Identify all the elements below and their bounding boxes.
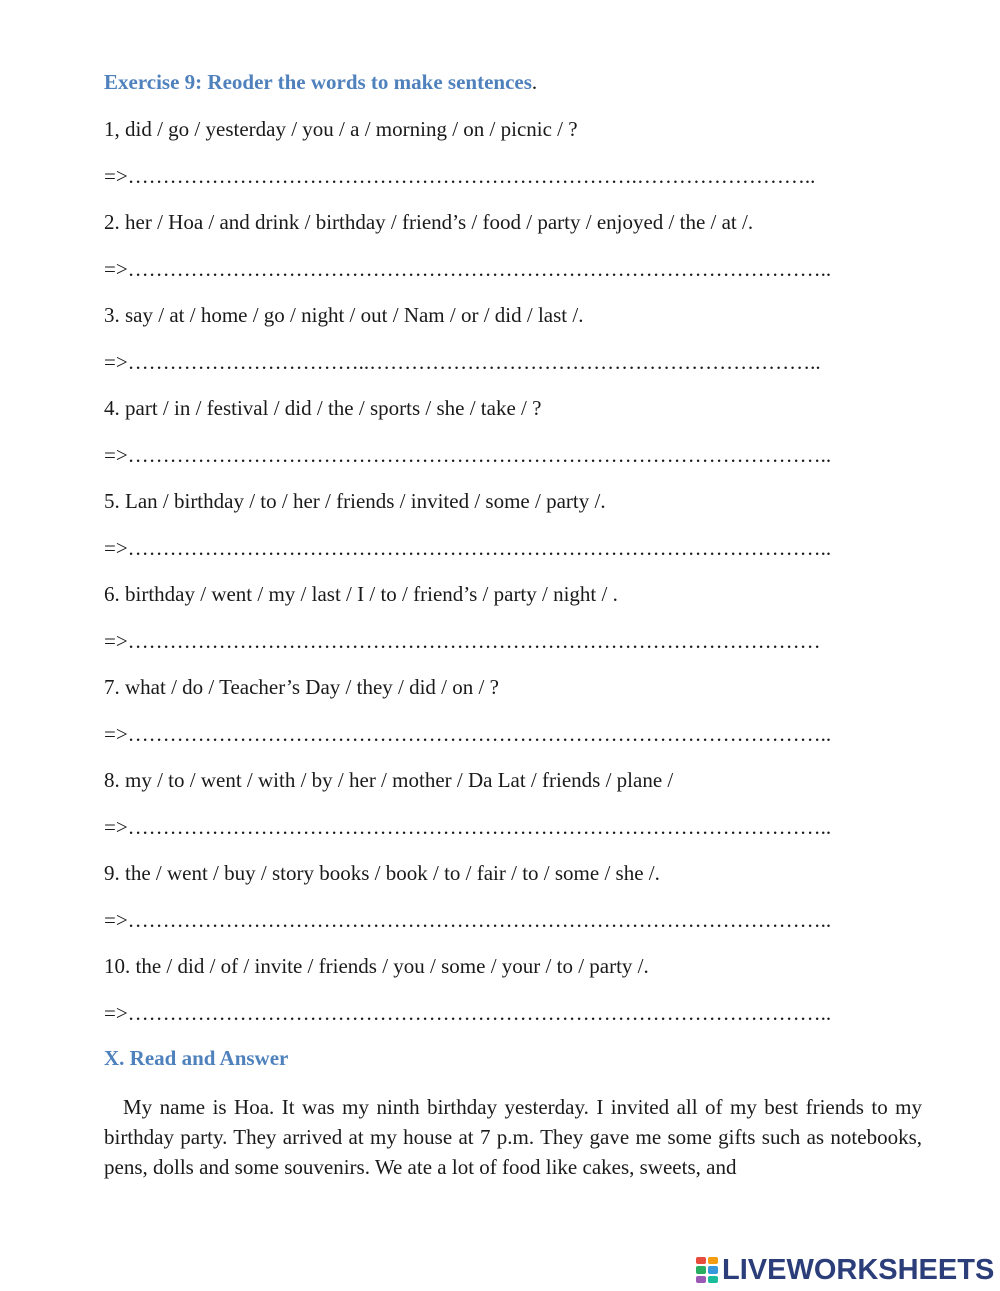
exercise-prompt-1: 1, did / go / yesterday / you / a / morning / on / picnic / ? xyxy=(104,117,578,141)
answer-line-4[interactable]: =>……………………………………………………………………………………….. xyxy=(104,443,832,467)
reading-title: X. Read and Answer xyxy=(104,1046,289,1070)
answer-line-10[interactable]: =>……………………………………………………………………………………….. xyxy=(104,1001,832,1025)
exercise-prompt-8: 8. my / to / went / with / by / her / mother / Da Lat / friends / plane / xyxy=(104,768,674,792)
exercise-prompt-7: 7. what / do / Teacher’s Day / they / did / on / ? xyxy=(104,675,499,699)
liveworksheets-logo-icon xyxy=(696,1257,718,1283)
answer-line-5[interactable]: =>……………………………………………………………………………………….. xyxy=(104,536,832,560)
answer-line-1[interactable]: =>……………………………………………………………….…………………….. xyxy=(104,164,816,188)
answer-line-6[interactable]: =>……………………………………………………………………………………… xyxy=(104,629,821,653)
exercise-title xyxy=(104,70,537,95)
exercise-title-text: Exercise 9: Reoder the words to make sentences xyxy=(104,70,532,94)
exercise-prompt-5: 5. Lan / birthday / to / her / friends / invited / some / party /. xyxy=(104,489,606,513)
answer-line-8[interactable]: =>……………………………………………………………………………………….. xyxy=(104,815,832,839)
exercise-prompt-6: 6. birthday / went / my / last / I / to / friend’s / party / night / . xyxy=(104,582,618,606)
exercise-prompt-4: 4. part / in / festival / did / the / sports / she / take / ? xyxy=(104,396,542,420)
exercise-prompt-10: 10. the / did / of / invite / friends / you / some / your / to / party /. xyxy=(104,954,649,978)
answer-line-3[interactable]: =>……………………………..……………………………………………………….. xyxy=(104,350,821,374)
exercise-prompt-9: 9. the / went / buy / story books / book / to / fair / to / some / she /. xyxy=(104,861,660,885)
exercise-prompt-3: 3. say / at / home / go / night / out / Nam / or / did / last /. xyxy=(104,303,584,327)
answer-line-7[interactable]: =>……………………………………………………………………………………….. xyxy=(104,722,832,746)
liveworksheets-logo-text: LIVEWORKSHEETS xyxy=(722,1253,995,1286)
answer-line-9[interactable]: =>……………………………………………………………………………………….. xyxy=(104,908,832,932)
answer-line-2[interactable]: =>……………………………………………………………………………………….. xyxy=(104,257,832,281)
reading-paragraph: My name is Hoa. It was my ninth birthday yesterday. I invited all of my best friends to my birthday party. They arrived at my house at 7 p.m. They gave me some gifts such as notebooks, pens, dolls and some souvenirs. We ate a lot of food like cakes, sweets, and xyxy=(104,1095,922,1179)
liveworksheets-logo[interactable] xyxy=(696,1253,994,1287)
exercise-prompt-2: 2. her / Hoa / and drink / birthday / friend’s / food / party / enjoyed / the / at /. xyxy=(104,210,754,234)
exercise-title-punct: . xyxy=(531,70,538,94)
